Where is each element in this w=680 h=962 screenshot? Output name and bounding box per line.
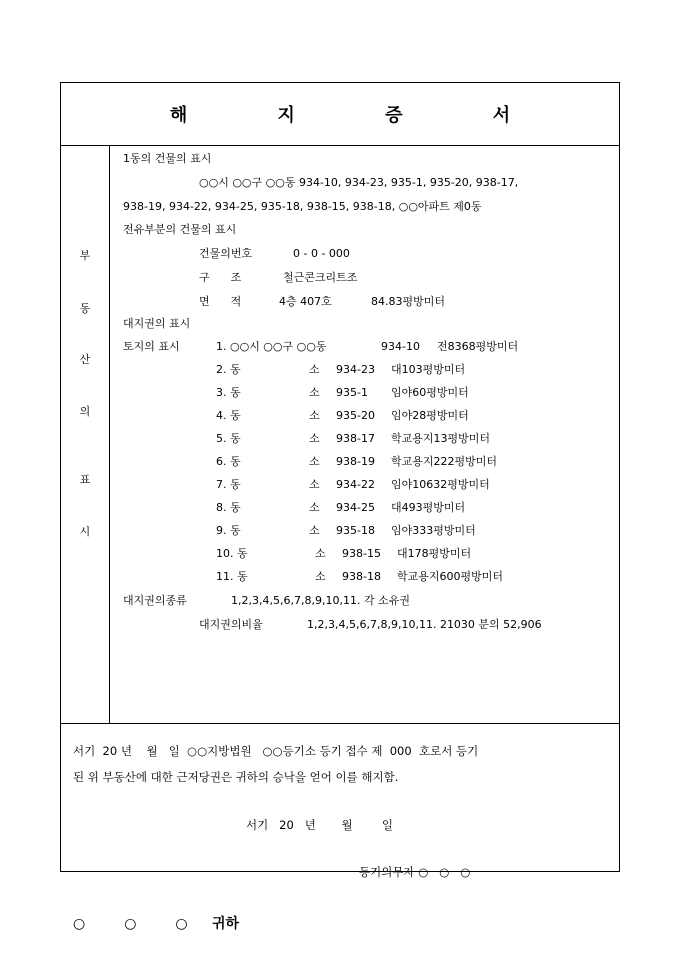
land-item-no: 9. 동 (216, 524, 241, 537)
land-item-desc: 임야333평방미터 (391, 524, 476, 537)
unit-number-label: 건물의번호 (199, 247, 253, 260)
declaration-date: 서기 20 년 월 일 (246, 818, 393, 832)
land-item-lot: 934-22 (336, 478, 375, 491)
land-item-so: 소 (309, 501, 320, 514)
land-item-so: 소 (309, 455, 320, 468)
obligor: 등기의무자 ○ ○ ○ (359, 865, 471, 879)
land-item-lot: 938-17 (336, 432, 375, 445)
land-item-no: 3. 동 (216, 386, 241, 399)
land-item-no: 1. ○○시 ○○구 ○○동 (216, 340, 327, 353)
land-item-so: 소 (309, 386, 320, 399)
land-item-lot: 938-18 (342, 570, 381, 583)
land-item-so: 소 (309, 432, 320, 445)
property-section (61, 145, 619, 724)
land-item-desc: 전8368평방미터 (437, 340, 519, 353)
land-item-desc: 학교용지600평방미터 (397, 570, 504, 583)
building-address-line2: 938-19, 934-22, 934-25, 935-18, 938-15, 938-18, ○○아파트 제0동 (123, 200, 482, 213)
side-char: 산 (79, 353, 91, 366)
unit-area-value: 84.83평방미터 (371, 295, 445, 308)
unit-structure-label: 구 조 (199, 271, 242, 284)
unit-area-label: 면 적 (199, 295, 242, 308)
land-item-desc: 임야60평방미터 (391, 386, 469, 399)
unit-number-value: 0 - 0 - 000 (293, 247, 350, 260)
land-item-lot: 934-25 (336, 501, 375, 514)
title-row (61, 83, 619, 146)
side-char: 표 (79, 473, 91, 486)
land-item-desc: 학교용지13평방미터 (391, 432, 491, 445)
land-item-no: 4. 동 (216, 409, 241, 422)
declaration-line1: 서기 20 년 월 일 ○○지방법원 ○○등기소 등기 접수 제 000 호로서 등기 (73, 744, 479, 758)
land-item-desc: 임야10632평방미터 (391, 478, 490, 491)
land-item-no: 5. 동 (216, 432, 241, 445)
side-char: 동 (79, 302, 91, 315)
side-label-column (61, 145, 110, 723)
land-kind-label: 대지권의종류 (123, 594, 187, 607)
land-heading: 대지권의 표시 (123, 317, 191, 330)
land-item-no: 6. 동 (216, 455, 241, 468)
side-char: 의 (79, 405, 91, 418)
land-item-lot: 935-1 (336, 386, 368, 399)
land-kind-value: 1,2,3,4,5,6,7,8,9,10,11. 각 소유권 (231, 594, 410, 607)
land-item-lot: 935-18 (336, 524, 375, 537)
land-item-so: 소 (309, 363, 320, 376)
land-item-no: 8. 동 (216, 501, 241, 514)
land-item-so: 소 (315, 547, 326, 560)
land-item-lot: 938-19 (336, 455, 375, 468)
land-item-so: 소 (315, 570, 326, 583)
unit-heading: 전유부분의 건물의 표시 (123, 223, 237, 236)
land-item-lot: 935-20 (336, 409, 375, 422)
land-item-lot: 934-10 (381, 340, 420, 353)
land-item-desc: 대178평방미터 (397, 547, 472, 560)
unit-structure-value: 철근콘크리트조 (283, 271, 358, 284)
land-item-desc: 대493평방미터 (391, 501, 466, 514)
declaration-line2: 된 위 부동산에 대한 근저당권은 귀하의 승낙을 얻어 이를 해지함. (73, 770, 399, 784)
land-item-no: 11. 동 (216, 570, 248, 583)
land-item-no: 2. 동 (216, 363, 241, 376)
document-title: 해 지 증 서 (169, 105, 553, 126)
land-ratio-value: 1,2,3,4,5,6,7,8,9,10,11. 21030 분의 52,906 (307, 618, 542, 631)
land-item-lot: 934-23 (336, 363, 375, 376)
land-item-no: 10. 동 (216, 547, 248, 560)
land-item-desc: 학교용지222평방미터 (391, 455, 498, 468)
land-item-lot: 938-15 (342, 547, 381, 560)
land-item-no: 7. 동 (216, 478, 241, 491)
land-ratio-label: 대지권의비율 (199, 618, 263, 631)
declaration-section (61, 723, 619, 932)
land-item-desc: 임야28평방미터 (391, 409, 469, 422)
side-char: 시 (79, 525, 91, 538)
building-heading: 1동의 건물의 표시 (123, 152, 212, 165)
unit-area-floor: 4층 407호 (279, 295, 332, 308)
side-char: 부 (79, 249, 91, 262)
building-address-line1: ○○시 ○○구 ○○동 934-10, 934-23, 935-1, 935-20, 938-17, (199, 176, 519, 189)
land-item-so: 소 (309, 478, 320, 491)
document-frame (60, 82, 620, 932)
land-label: 토지의 표시 (123, 340, 180, 353)
land-item-so: 소 (309, 524, 320, 537)
land-item-so: 소 (309, 409, 320, 422)
addressee: ○ ○ ○ 귀하 (73, 916, 240, 932)
land-item-desc: 대103평방미터 (391, 363, 466, 376)
